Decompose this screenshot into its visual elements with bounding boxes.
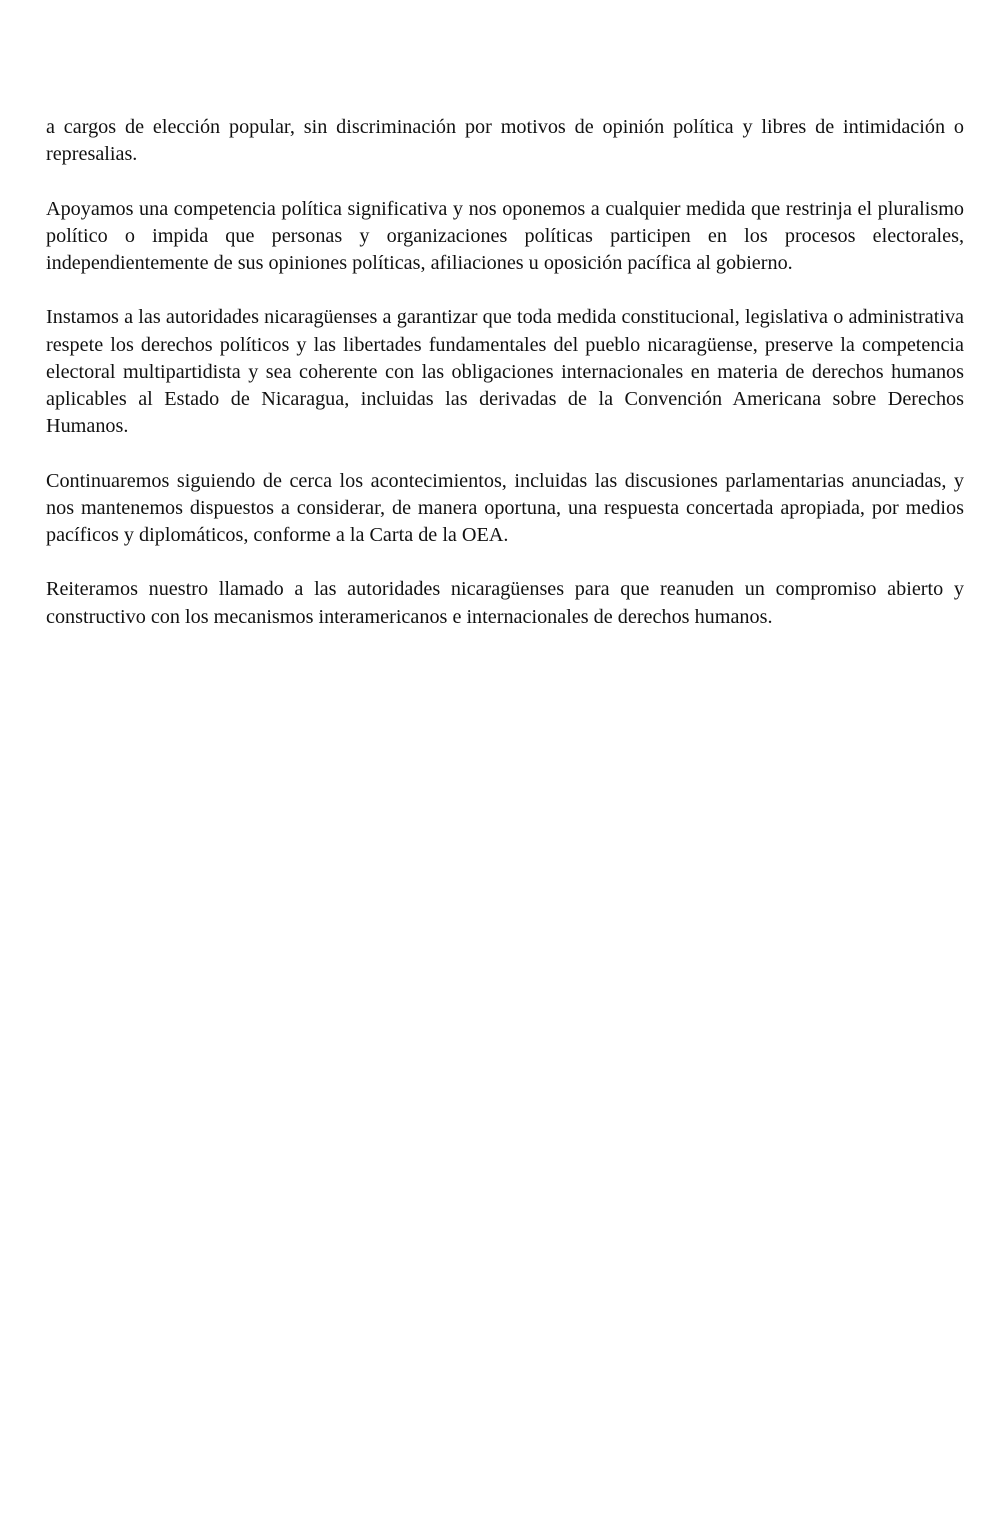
paragraph-call-to-authorities: Instamos a las autoridades nicaragüenses a garantizar que toda medida constitucional, legislativa o administrativa respete los derechos políticos y las libertades fundamentales del pueblo nicaragüense, preserve la competencia electoral multipartidista y sea coherente con las obligaciones internacionales en materia de derechos humanos aplicables al Estado de Nicaragua, incluidas las derivadas de la Convención Americana sobre Derechos Humanos.	[46, 306, 964, 438]
paragraph-monitoring: Continuaremos siguiendo de cerca los acontecimientos, incluidas las discusiones parlamentarias anunciadas, y nos mantenemos dispuestos a considerar, de manera oportuna, una respuesta concertada apropiada, por medios pacíficos y diplomáticos, conforme a la Carta de la OEA.	[46, 469, 964, 546]
paragraph-political-competition: Apoyamos una competencia política significativa y nos oponemos a cualquier medida que restrinja el pluralismo político o impida que personas y organizaciones políticas participen en los procesos electorales, independientemente de sus opiniones políticas, afiliaciones u oposición pacífica al gobierno.	[46, 197, 964, 274]
paragraph-reiteration: Reiteramos nuestro llamado a las autoridades nicaragüenses para que reanuden un compromiso abierto y constructivo con los mecanismos interamericanos e internacionales de derechos humanos.	[46, 578, 964, 628]
paragraph-continuation: a cargos de elección popular, sin discriminación por motivos de opinión política y libres de intimidación o represalias.	[46, 116, 964, 166]
document-body	[46, 114, 964, 658]
